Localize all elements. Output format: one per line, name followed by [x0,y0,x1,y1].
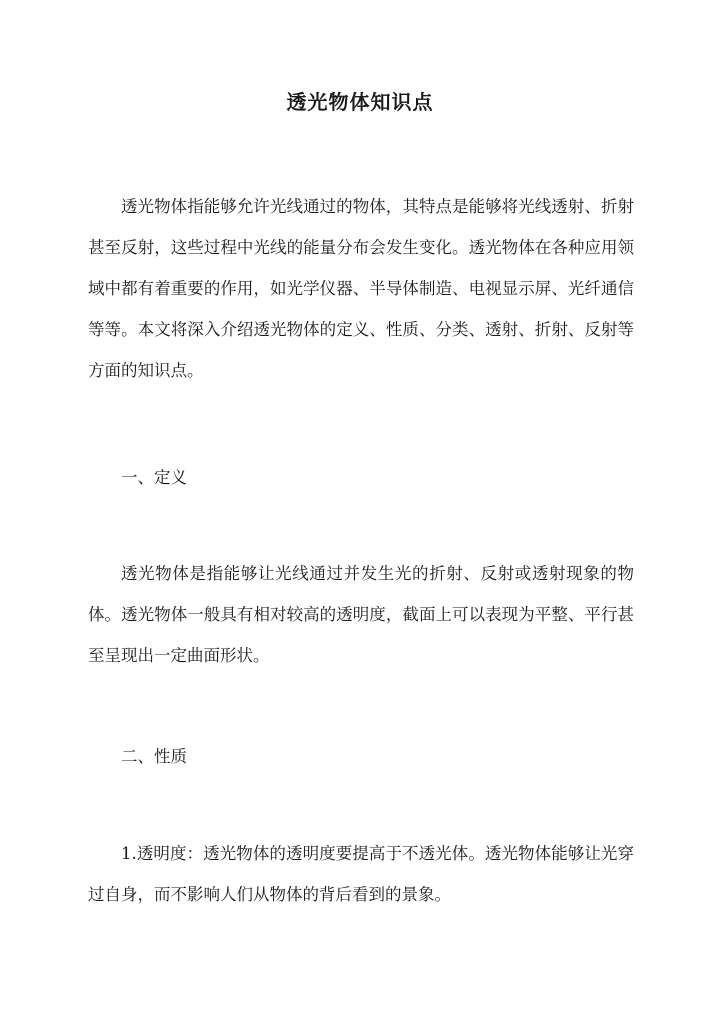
definition-paragraph: 透光物体是指能够让光线通过并发生光的折射、反射或透射现象的物体。透光物体一般具有相对较高的透明度，截面上可以表现为平整、平行甚至呈现出一定曲面形状。 [88,564,634,665]
transparency-paragraph: 1.透明度：透光物体的透明度要提高于不透光体。透光物体能够让光穿过自身，而不影响人们从物体的背后看到的景象。 [88,844,634,904]
section-heading-properties: 二、性质 [121,747,187,766]
page-title: 透光物体知识点 [286,90,434,114]
intro-paragraph: 透光物体指能够允许光线通过的物体，其特点是能够将光线透射、折射甚至反射，这些过程中光线的能量分布会发生变化。透光物体在各种应用领域中都有着重要的作用，如光学仪器、半导体制造、电视显示屏、光纤通信等等。本文将深入介绍透光物体的定义、性质、分类、透射、折射、反射等方面的知识点。 [88,197,634,380]
section-heading-definition: 一、定义 [121,468,187,487]
